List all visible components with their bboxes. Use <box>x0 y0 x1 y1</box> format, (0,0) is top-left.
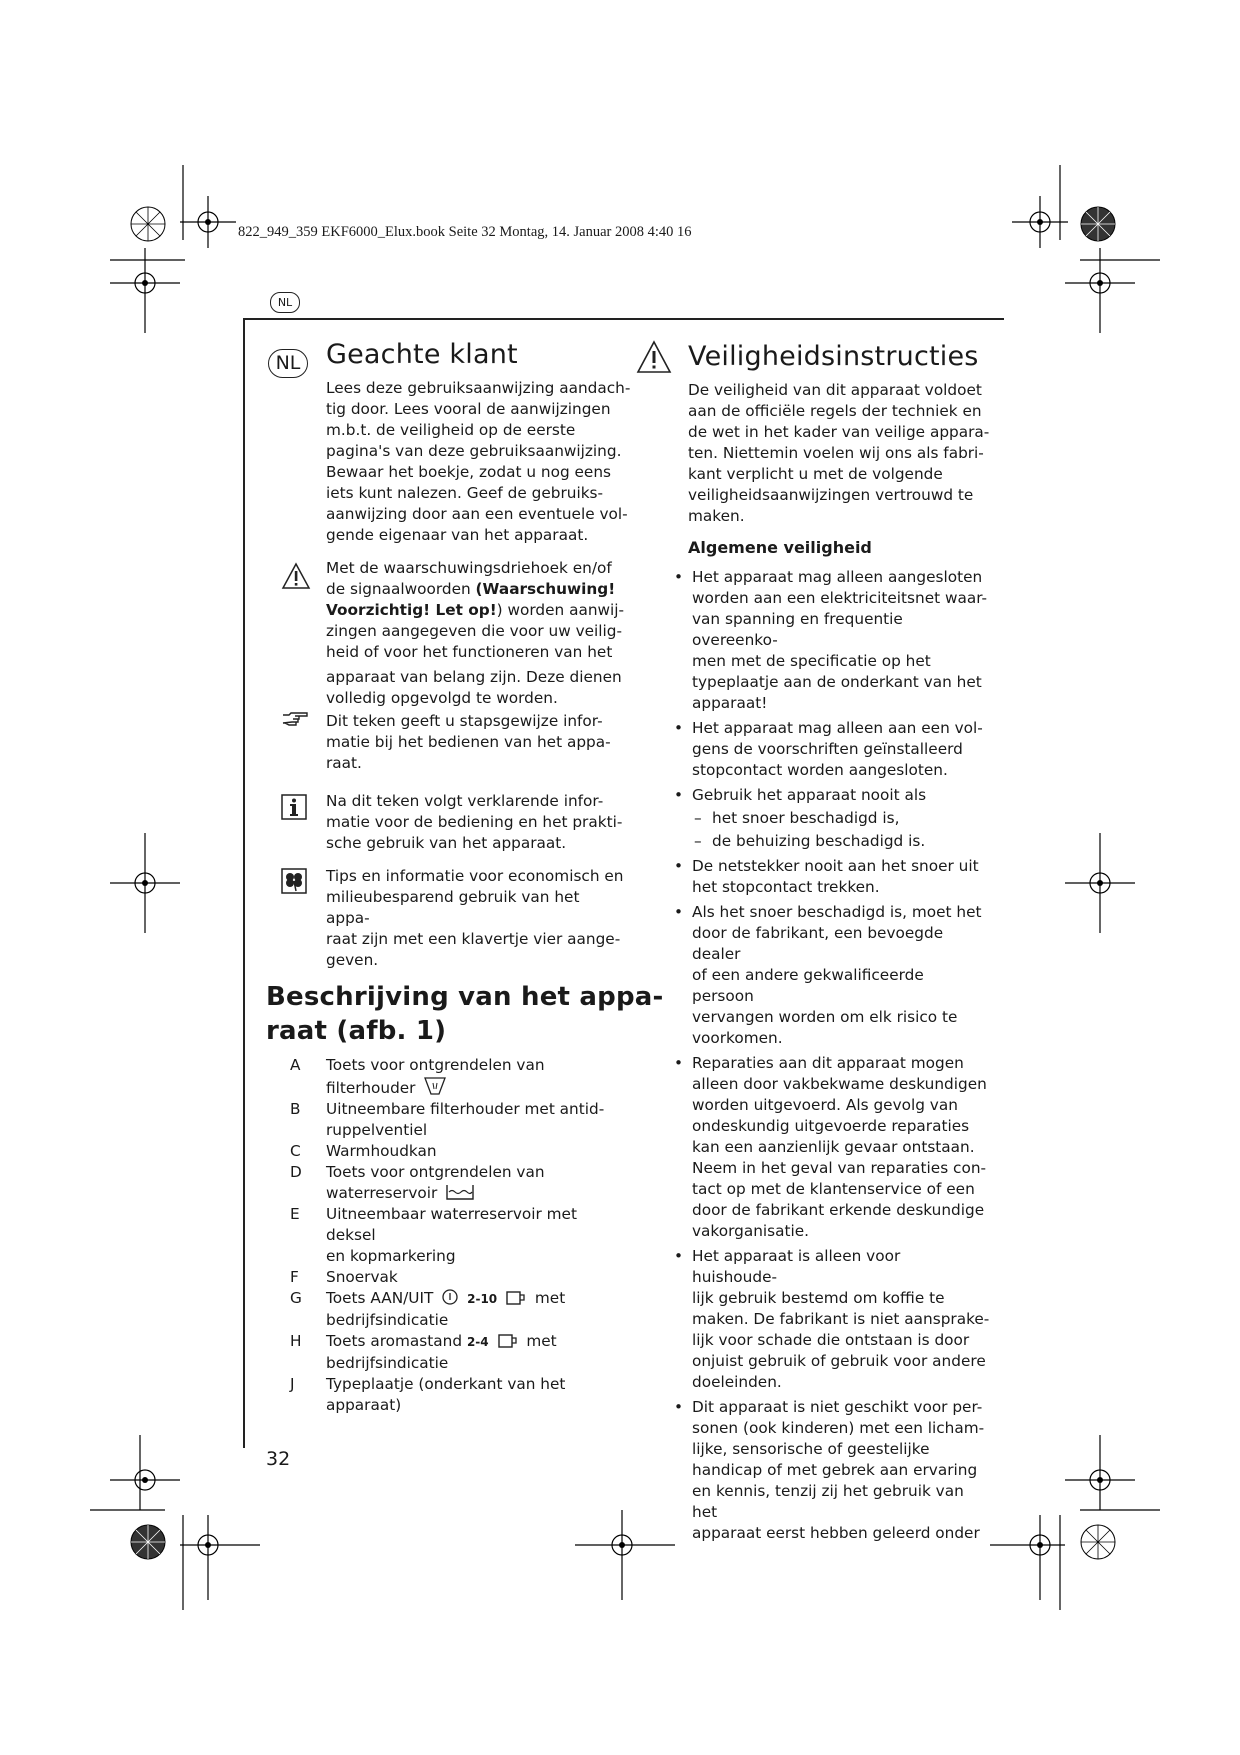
part-text-line: Uitneembaar waterreservoir met deksel <box>326 1205 577 1244</box>
eco-note-line: geven. <box>326 951 379 969</box>
bullet-line: van spanning en frequentie overeenko- <box>692 610 903 649</box>
bullet-line: • Gebruik het apparaat nooit als <box>692 786 927 804</box>
bullet-line: vervangen worden om elk risico te <box>692 1008 958 1026</box>
warning-note-line: zingen aangegeven die voor uw veilig- <box>326 622 623 640</box>
cup-icon <box>497 1333 519 1349</box>
part-text-line: bedrijfsindicatie <box>326 1354 449 1372</box>
bullet-line: door de fabrikant, een bevoegde dealer <box>692 924 944 963</box>
part-text <box>326 1288 630 1331</box>
warning-note-line: heid of voor het functioneren van het <box>326 643 613 661</box>
list-item <box>290 1267 630 1288</box>
bullet-line: lijke, sensorische of geestelijke <box>692 1440 930 1458</box>
section-title-line: Beschrijving van het appa- <box>266 982 664 1012</box>
part-text-line: Uitneembare filterhouder met antid- <box>326 1100 605 1118</box>
hand-note-line: matie bij het bedienen van het appa- <box>326 733 611 751</box>
bullet-line: worden aan een elektriciteitsnet waar- <box>692 589 988 607</box>
part-text <box>326 1374 630 1416</box>
part-letter: E <box>290 1205 300 1223</box>
part-text-line: Typeplaatje (onderkant van het <box>326 1375 566 1393</box>
part-text <box>326 1055 630 1099</box>
dash-item: – het snoer beschadigd is, <box>692 808 990 829</box>
safety-intro-line: ten. Niettemin voelen wij ons als fabri- <box>688 444 984 462</box>
subheading-general-safety: Algemene veiligheid <box>688 538 872 557</box>
left-rule <box>243 318 245 1448</box>
bullet-line: • Het apparaat is alleen voor huishoude- <box>692 1247 901 1286</box>
bullet-line: apparaat! <box>692 694 768 712</box>
warning-note-line: volledig opgevolgd te worden. <box>326 689 558 707</box>
part-text-line: bedrijfsindicatie <box>326 1311 449 1329</box>
part-text-line2: filterhouder <box>326 1079 416 1097</box>
safety-intro-line: de wet in het kader van veilige appara- <box>688 423 990 441</box>
bullet-line: vakorganisatie. <box>692 1222 810 1240</box>
clover-icon <box>281 868 307 894</box>
section-title-safety: Veiligheidsinstructies <box>688 341 979 372</box>
part-text-line: apparaat) <box>326 1396 402 1414</box>
bullet-line: apparaat eerst hebben geleerd onder <box>692 1524 980 1542</box>
intro-line: iets kunt nalezen. Geef de gebruiks- <box>326 484 604 502</box>
list-item <box>290 1055 630 1099</box>
eco-note-line: raat zijn met een klavertje vier aange- <box>326 930 621 948</box>
part-text-line <box>326 1331 630 1353</box>
safety-intro-line: veiligheidsaanwijzingen vertrouwd te <box>688 486 974 504</box>
power-icon <box>441 1288 459 1306</box>
dash-item: – de behuizing beschadigd is. <box>692 831 990 852</box>
bullet-line: tact op met de klantenservice of een <box>692 1180 975 1198</box>
safety-bullet-list <box>670 567 990 1548</box>
signal-words: Voorzichtig! Let op! <box>326 601 497 619</box>
bullet-line: • Als het snoer beschadigd is, moet het <box>692 903 982 921</box>
section-title-description <box>266 980 664 1048</box>
part-text-segment: Toets aromastand <box>326 1332 463 1350</box>
hand-note <box>326 711 626 774</box>
bullet-line: typeplaatje aan de onderkant van het <box>692 673 982 691</box>
cup-range-label: 2-10 <box>467 1292 498 1306</box>
eco-note <box>326 866 626 971</box>
intro-line: Bewaar het boekje, zodat u nog eens <box>326 463 612 481</box>
bullet-line: alleen door vakbekwame deskundigen <box>692 1075 987 1093</box>
part-text-line: Toets voor ontgrendelen van <box>326 1163 545 1181</box>
section-title-customer: Geachte klant <box>326 339 518 370</box>
list-item <box>670 718 990 781</box>
bullet-line: en kennis, tenzij zij het gebruik van het <box>692 1482 964 1521</box>
cup-icon <box>505 1290 527 1306</box>
info-note-line: sche gebruik van het apparaat. <box>326 834 567 852</box>
filter-holder-icon <box>423 1076 447 1096</box>
bullet-line: stopcontact worden aangesloten. <box>692 761 948 779</box>
list-item <box>670 1397 990 1544</box>
info-note-line: matie voor de bediening en het prakti- <box>326 813 623 831</box>
intro-line: tig door. Lees vooral de aanwijzingen <box>326 400 611 418</box>
intro-paragraph <box>326 378 636 546</box>
bullet-line: onjuist gebruik of gebruik voor andere <box>692 1352 986 1370</box>
safety-intro <box>688 380 998 527</box>
eco-note-line: milieubesparend gebruik van het appa- <box>326 888 580 927</box>
part-letter: B <box>290 1100 301 1118</box>
part-letter: H <box>290 1332 302 1350</box>
part-letter: D <box>290 1163 302 1181</box>
part-text <box>326 1099 630 1141</box>
bullet-line: Neem in het geval van reparaties con- <box>692 1159 987 1177</box>
info-note-line: Na dit teken volgt verklarende infor- <box>326 792 604 810</box>
warning-triangle-icon <box>281 562 311 590</box>
list-item <box>290 1162 630 1204</box>
part-text <box>326 1331 630 1374</box>
part-text-line: ruppelventiel <box>326 1121 428 1139</box>
intro-line: pagina's van deze gebruiksaanwijzing. <box>326 442 622 460</box>
list-item <box>670 1053 990 1242</box>
intro-line: Lees deze gebruiksaanwijzing aandach- <box>326 379 631 397</box>
part-text-line: en kopmarkering <box>326 1247 456 1265</box>
bullet-line: • De netstekker nooit aan het snoer uit <box>692 857 979 875</box>
part-text-line: Warmhoudkan <box>326 1142 437 1160</box>
cup-range-label: 2-4 <box>466 1335 489 1349</box>
part-text-segment: Toets AAN/UIT <box>326 1289 434 1307</box>
bullet-line: • Het apparaat mag alleen aan een vol- <box>692 719 983 737</box>
part-text-line2: waterreservoir <box>326 1184 438 1202</box>
intro-line: aanwijzing door aan een eventuele vol- <box>326 505 628 523</box>
appliance-parts-list <box>290 1055 630 1416</box>
intro-line: m.b.t. de veiligheid op de eerste <box>326 421 576 439</box>
bullet-line: handicap of met gebrek aan ervaring <box>692 1461 978 1479</box>
hand-note-line: Dit teken geeft u stapsgewijze infor- <box>326 712 603 730</box>
warning-note <box>326 558 626 709</box>
page-number: 32 <box>266 1448 291 1470</box>
part-letter: A <box>290 1056 301 1074</box>
bullet-line: lijk gebruik bestemd om koffie te <box>692 1289 945 1307</box>
bullet-line: door de fabrikant erkende deskundige <box>692 1201 985 1219</box>
list-item <box>670 1246 990 1393</box>
bullet-line: gens de voorschriften geïnstalleerd <box>692 740 963 758</box>
bullet-line: sonen (ook kinderen) met een licham- <box>692 1419 985 1437</box>
safety-intro-line: De veiligheid van dit apparaat voldoet <box>688 381 982 399</box>
bullet-line: het stopcontact trekken. <box>692 878 880 896</box>
part-text-line <box>326 1183 630 1204</box>
bullet-line: • Reparaties aan dit apparaat mogen <box>692 1054 964 1072</box>
list-item <box>670 902 990 1049</box>
signal-words: (Waarschuwing! <box>475 580 616 598</box>
part-text-segment: met <box>526 1332 557 1350</box>
part-text <box>326 1267 630 1288</box>
bullet-line: • Het apparaat mag alleen aangesloten <box>692 568 983 586</box>
part-letter: F <box>290 1268 299 1286</box>
safety-intro-line: kant verplicht u met de volgende <box>688 465 943 483</box>
part-text-line <box>326 1076 630 1099</box>
intro-line: gende eigenaar van het apparaat. <box>326 526 589 544</box>
section-title-line: raat (afb. 1) <box>266 1016 447 1046</box>
bullet-line: kan een aanzienlijk gevaar ontstaan. <box>692 1138 975 1156</box>
top-rule <box>243 318 1004 320</box>
warning-triangle-icon <box>636 340 672 374</box>
part-text-line <box>326 1288 630 1310</box>
part-text-line: Snoervak <box>326 1268 398 1286</box>
list-item <box>290 1099 630 1141</box>
file-info: 822_949_359 EKF6000_Elux.book Seite 32 Montag, 14. Januar 2008 4:40 16 <box>238 224 692 240</box>
bullet-line: • Dit apparaat is niet geschikt voor per- <box>692 1398 983 1416</box>
bullet-line: of een andere gekwalificeerde persoon <box>692 966 924 1005</box>
warning-note-text: ) worden aanwij- <box>496 601 625 619</box>
bullet-line: men met de specificatie op het <box>692 652 931 670</box>
list-item <box>670 856 990 898</box>
bullet-line: voorkomen. <box>692 1029 783 1047</box>
safety-intro-line: maken. <box>688 507 745 525</box>
part-letter: C <box>290 1142 301 1160</box>
water-reservoir-icon <box>445 1183 475 1201</box>
pointing-hand-icon <box>281 711 309 729</box>
part-text-line: Toets voor ontgrendelen van <box>326 1056 545 1074</box>
warning-note-line <box>326 579 626 600</box>
list-item <box>290 1331 630 1374</box>
warning-note-line <box>326 600 626 621</box>
part-text <box>326 1204 630 1267</box>
list-item <box>290 1374 630 1416</box>
warning-note-line: Met de waarschuwingsdriehoek en/of <box>326 559 612 577</box>
bullet-line: ondeskundig uitgevoerde reparaties <box>692 1117 970 1135</box>
warning-note-text: de signaalwoorden <box>326 580 476 598</box>
safety-intro-line: aan de officiële regels der techniek en <box>688 402 982 420</box>
list-item <box>290 1204 630 1267</box>
part-text <box>326 1162 630 1204</box>
warning-note-line: apparaat van belang zijn. Deze dienen <box>326 668 622 686</box>
bullet-line: doeleinden. <box>692 1373 782 1391</box>
part-letter: G <box>290 1289 302 1307</box>
hand-note-line: raat. <box>326 754 362 772</box>
bullet-line: lijk voor schade die ontstaan is door <box>692 1331 970 1349</box>
list-item <box>670 567 990 714</box>
part-letter: J <box>290 1375 295 1393</box>
bullet-line: worden uitgevoerd. Als gevolg van <box>692 1096 958 1114</box>
part-text <box>326 1141 630 1162</box>
list-item <box>290 1141 630 1162</box>
language-badge-small: NL <box>270 292 300 313</box>
bullet-line: maken. De fabrikant is niet aansprake- <box>692 1310 990 1328</box>
language-badge: NL <box>268 349 308 378</box>
list-item <box>290 1288 630 1331</box>
eco-note-line: Tips en informatie voor economisch en <box>326 867 624 885</box>
info-icon <box>281 794 307 820</box>
part-text-segment: met <box>534 1289 566 1307</box>
list-item <box>670 785 990 852</box>
info-note <box>326 791 626 854</box>
